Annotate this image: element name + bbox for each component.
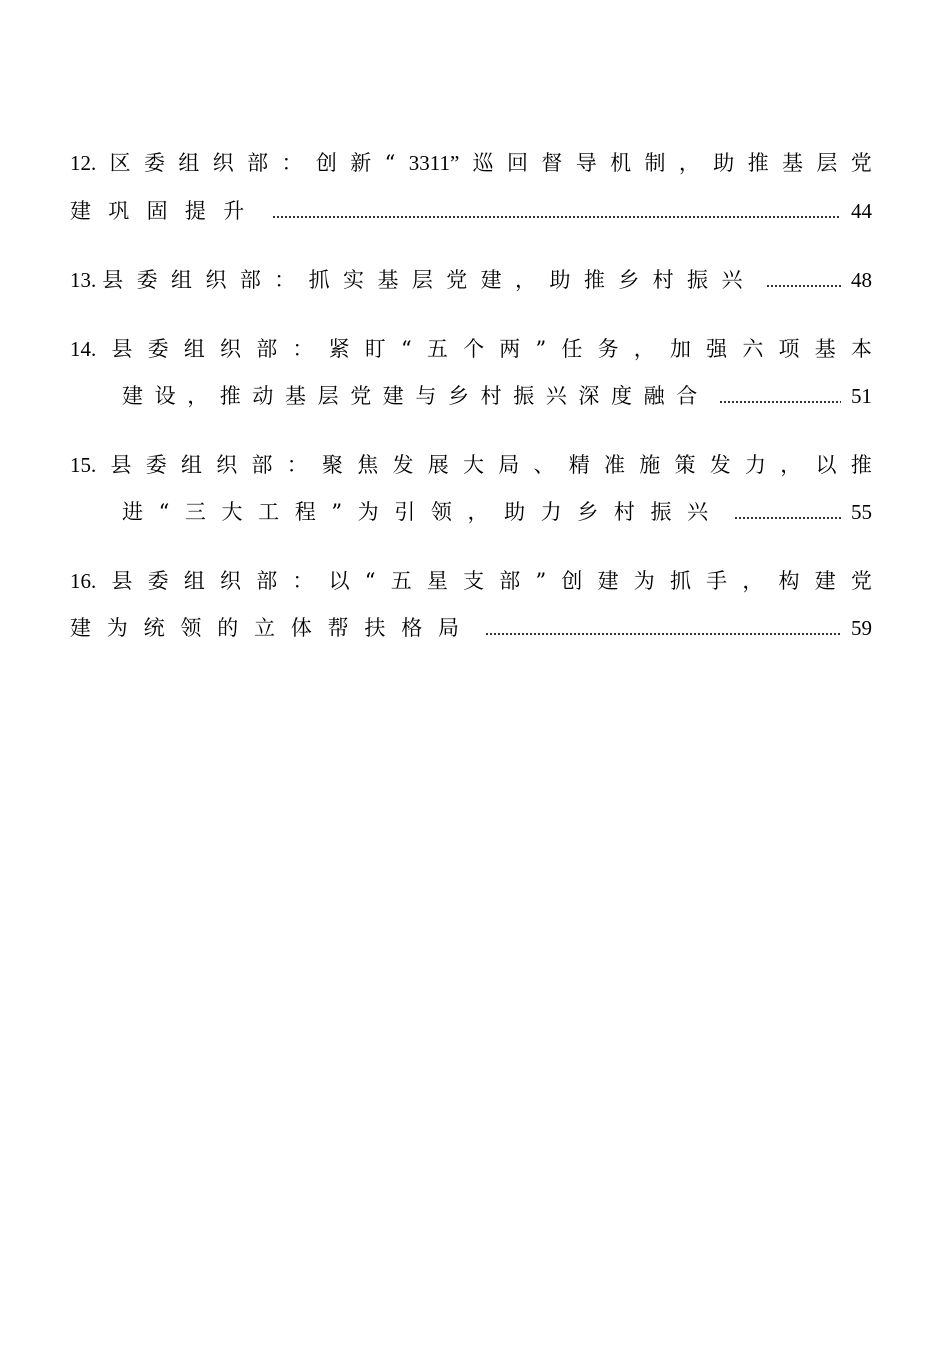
dot-leader [734,517,841,519]
toc-entry-14-title-part-2: 建设，推动基层党建与乡村振兴深度融合 [122,384,709,408]
toc-entry-14-page: 51 [851,384,872,408]
toc-entry-13-number: 13. [70,268,97,292]
char: 织 [220,337,241,361]
char: 务 [597,337,619,361]
char: 强 [706,337,728,361]
char: ， [678,151,700,175]
char: 基 [782,151,804,175]
char: 大 [463,453,484,477]
char: 盯 [364,337,386,361]
char: 推 [850,453,872,477]
char: 导 [575,151,597,175]
dot-leader [766,285,841,287]
char: 施 [639,453,661,477]
toc-entry-12-page: 44 [851,199,872,223]
char: 助 [713,151,735,175]
char: 两 [499,337,521,361]
toc-entry-12-line-1[interactable] [70,148,872,178]
char: 推 [747,151,769,175]
char: 建 [814,569,836,593]
char: 建 [597,569,619,593]
char: 五 [426,337,448,361]
char: 组 [183,337,205,361]
char: 委 [147,569,169,593]
char: ： [292,337,314,361]
toc-entry-12-title-part-1 [70,148,872,178]
toc-entry-15-line-2[interactable] [122,497,872,527]
toc-entry-13-title: 县委组织部：抓实基层党建，助推乡村振兴 [102,268,756,292]
char: 机 [610,151,632,175]
char: 县 [110,453,132,477]
char: 部 [247,151,269,175]
char: 督 [541,151,563,175]
char: “ [384,151,396,175]
toc-entry-13-page: 48 [851,268,872,292]
char: 委 [144,151,165,175]
toc-entry-14-title-part-1 [70,334,872,364]
toc-entry-15-title-part-2: 进“三大工程”为引领，助力乡村振兴 [122,500,724,524]
toc-entry-15-title-part-1 [70,450,872,480]
char: 焦 [357,453,379,477]
toc-entry-12-line-2[interactable] [70,196,872,226]
char: 精 [568,453,590,477]
char: 准 [604,453,625,477]
char: 党 [850,151,872,175]
toc-entry-13[interactable] [70,265,872,295]
char: 组 [181,453,202,477]
char: 聚 [322,453,343,477]
char: 制 [644,151,666,175]
char: 为 [633,569,655,593]
char: ： [286,453,308,477]
char: 织 [212,151,234,175]
char: 项 [778,337,800,361]
toc-entry-12-number: 12. [70,151,97,175]
char: 组 [178,151,200,175]
char: 紧 [328,337,350,361]
char: 以 [328,569,350,593]
dot-leader [719,401,841,403]
char: 巡 [472,151,494,175]
toc-entry-16-page: 59 [851,616,872,640]
char: 部 [256,569,278,593]
char: 织 [216,453,238,477]
toc-entry-16-title-part-2: 建为统领的立体帮扶格局 [70,616,475,640]
toc-entry-16-line-2[interactable] [70,613,872,643]
char: 委 [145,453,167,477]
char: 抓 [669,569,691,593]
toc-entry-15-number: 15. [70,453,97,477]
char: ： [292,569,314,593]
toc-entry-16-title-part-1 [70,566,872,596]
toc-entry-14-line-1[interactable] [70,334,872,364]
char: “ [400,337,412,361]
toc-entry-16-line-1[interactable] [70,566,872,596]
toc-entry-15-line-1[interactable] [70,450,872,480]
char: 星 [426,569,448,593]
char: ” [535,569,547,593]
char: 县 [111,569,133,593]
char: 加 [669,337,691,361]
char: 发 [392,453,414,477]
char: 展 [427,453,449,477]
char: 支 [463,569,485,593]
char: 3311” [408,151,460,175]
char: 委 [147,337,169,361]
char: 县 [111,337,133,361]
char: 任 [561,337,583,361]
toc-entry-16-number: 16. [70,569,97,593]
char: 创 [315,151,337,175]
char: 策 [674,453,696,477]
char: 力 [745,453,766,477]
char: 区 [109,151,131,175]
toc-entry-14-line-2[interactable] [122,381,872,411]
char: ： [281,151,303,175]
char: 部 [499,569,521,593]
char: ， [780,453,802,477]
char: “ [364,569,376,593]
dot-leader [272,216,842,218]
char: 、 [533,453,555,477]
char: 层 [816,151,838,175]
char: 织 [220,569,241,593]
char: 个 [463,337,485,361]
char: 手 [706,569,728,593]
char: 新 [350,151,372,175]
char: 五 [390,569,412,593]
char: ， [633,337,655,361]
char: 部 [251,453,273,477]
char: 构 [778,569,800,593]
char: 创 [561,569,583,593]
char: 基 [814,337,836,361]
toc-entry-12-title-part-2: 建巩固提升 [70,199,262,223]
dot-leader [485,633,841,635]
char: 党 [850,569,872,593]
char: ， [742,569,764,593]
char: 回 [507,151,529,175]
char: 本 [850,337,872,361]
char: 局 [498,453,520,477]
char: 组 [183,569,205,593]
char: 部 [256,337,278,361]
char: ” [535,337,547,361]
char: 六 [742,337,764,361]
toc-entry-15-page: 55 [851,500,872,524]
toc-entry-14-number: 14. [70,337,97,361]
char: 以 [815,453,837,477]
char: 发 [709,453,731,477]
